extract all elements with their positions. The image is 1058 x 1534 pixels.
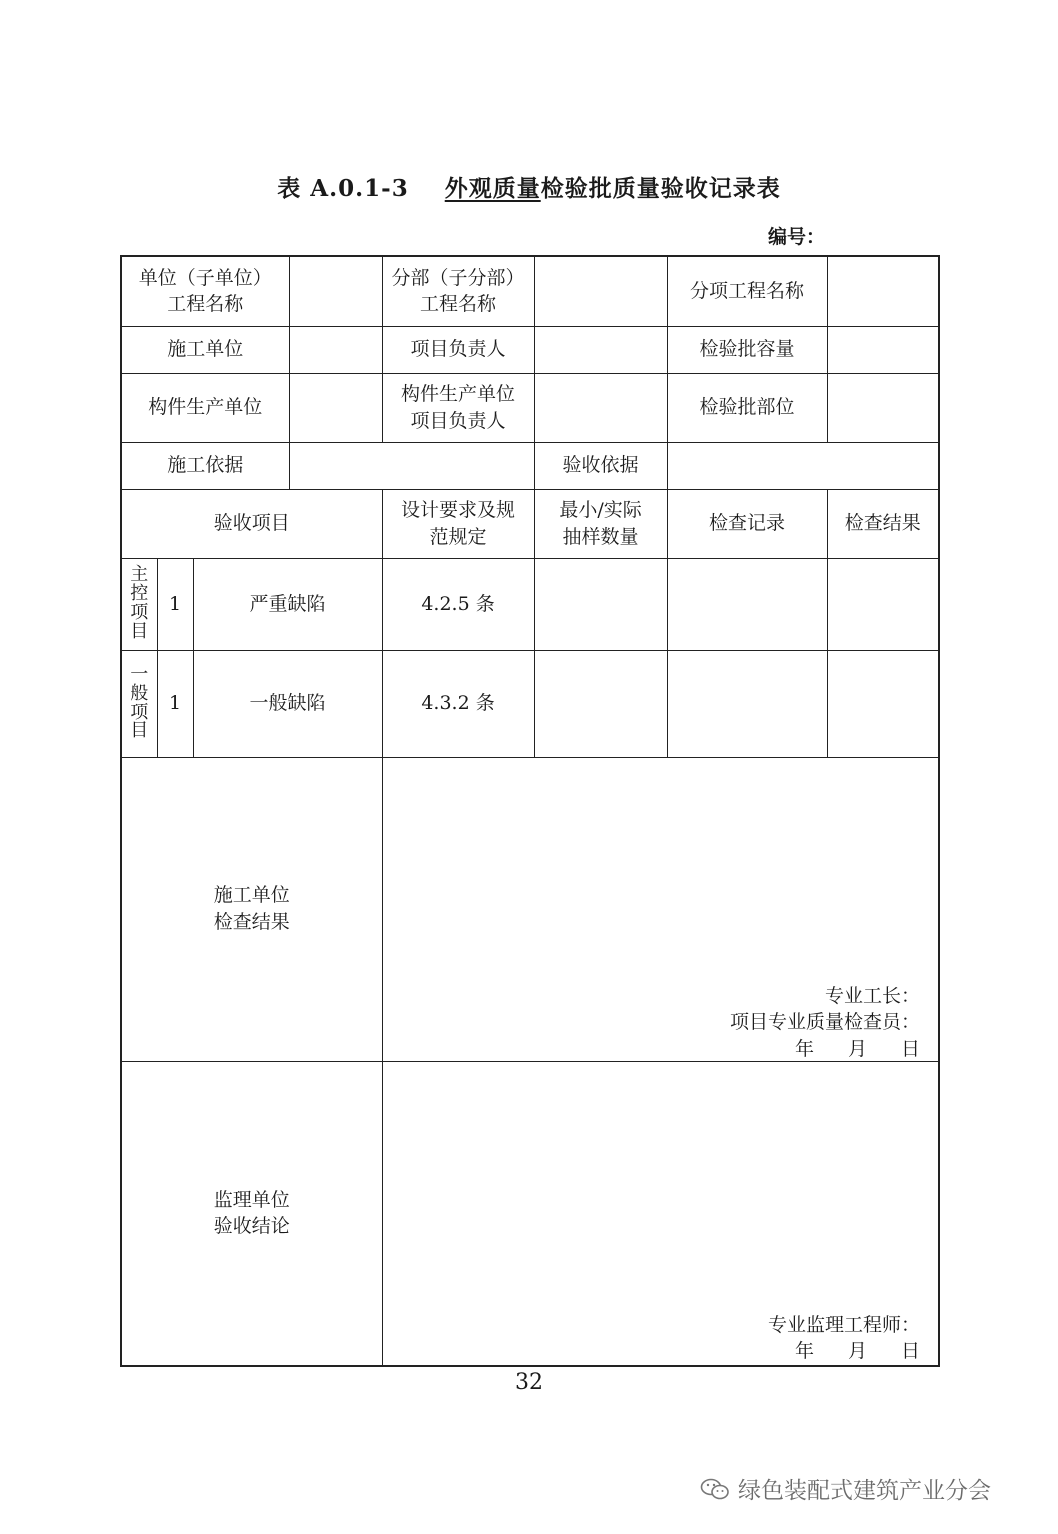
value-batch-location[interactable]: [827, 373, 939, 442]
group-main-control: 主 控 项 目: [121, 558, 157, 650]
value-batch-capacity[interactable]: [827, 326, 939, 373]
row-construction-unit: [121, 326, 939, 373]
item-number: 1: [157, 558, 193, 650]
header-inspection-record: 检查记录: [667, 489, 827, 558]
form-code: 表 A.0.1-3: [277, 175, 409, 202]
value-sub-item[interactable]: [827, 256, 939, 326]
signature-block-supervision: [768, 1312, 920, 1365]
label-batch-location: 检验批部位: [667, 373, 827, 442]
value-sample-quantity[interactable]: [534, 650, 667, 757]
date-row: 年 月 日: [794, 1037, 921, 1060]
construction-signature-area[interactable]: [382, 757, 939, 1061]
label-construction-unit: 施工单位: [121, 326, 289, 373]
form-title-underlined: 外观质量: [444, 175, 541, 202]
serial-number-label: 编号：: [768, 226, 826, 248]
label-supervision-conclusion: 监理单位 验收结论: [121, 1061, 382, 1366]
label-sub-item: 分项工程名称: [667, 256, 827, 326]
value-project-manager[interactable]: [534, 326, 667, 373]
item-clause: 4.3.2 条: [382, 650, 534, 757]
header-sample-quantity: 最小/实际 抽样数量: [534, 489, 667, 558]
value-unit-project[interactable]: [289, 256, 382, 326]
value-construction-basis[interactable]: [289, 442, 534, 489]
form-title: [0, 170, 1058, 203]
row-column-headers: [121, 489, 939, 558]
item-general-defect: 一般缺陷: [193, 650, 382, 757]
row-construction-check: [121, 757, 939, 1061]
supervising-engineer-label: 专业监理工程师：: [768, 1313, 921, 1336]
foreman-label: 专业工长：: [825, 984, 921, 1007]
quality-inspector-label: 项目专业质量检查员：: [730, 1011, 921, 1034]
value-component-producer[interactable]: [289, 373, 382, 442]
wechat-icon: [700, 1477, 730, 1501]
watermark: [700, 1472, 991, 1505]
label-construction-basis: 施工依据: [121, 442, 289, 489]
header-inspection-result: 检查结果: [827, 489, 939, 558]
item-serious-defect: 严重缺陷: [193, 558, 382, 650]
supervision-signature-area[interactable]: [382, 1061, 939, 1366]
label-project-manager: 项目负责人: [382, 326, 534, 373]
value-sample-quantity[interactable]: [534, 558, 667, 650]
row-basis: [121, 442, 939, 489]
label-sub-division: 分部（子分部） 工程名称: [382, 256, 534, 326]
row-component-producer: [121, 373, 939, 442]
value-acceptance-basis[interactable]: [667, 442, 939, 489]
value-inspection-record[interactable]: [667, 650, 827, 757]
header-acceptance-item: 验收项目: [121, 489, 382, 558]
row-main-control: [121, 558, 939, 650]
value-inspection-result[interactable]: [827, 650, 939, 757]
value-construction-unit[interactable]: [289, 326, 382, 373]
value-inspection-result[interactable]: [827, 558, 939, 650]
value-inspection-record[interactable]: [667, 558, 827, 650]
label-batch-capacity: 检验批容量: [667, 326, 827, 373]
label-acceptance-basis: 验收依据: [534, 442, 667, 489]
date-row: 年 月 日: [794, 1340, 921, 1363]
signature-block-construction: [730, 983, 920, 1062]
label-producer-manager: 构件生产单位 项目负责人: [382, 373, 534, 442]
form-title-rest: 检验批质量验收记录表: [540, 175, 781, 202]
header-design-requirement: 设计要求及规 范规定: [382, 489, 534, 558]
inspection-record-table: [120, 255, 940, 1367]
label-construction-check-result: 施工单位 检查结果: [121, 757, 382, 1061]
page-number: 32: [515, 1370, 543, 1395]
item-clause: 4.2.5 条: [382, 558, 534, 650]
row-project-name: [121, 256, 939, 326]
group-general: 一 般 项 目: [121, 650, 157, 757]
label-unit-project: 单位（子单位） 工程名称: [121, 256, 289, 326]
value-sub-division[interactable]: [534, 256, 667, 326]
item-number: 1: [157, 650, 193, 757]
value-producer-manager[interactable]: [534, 373, 667, 442]
row-supervision-conclusion: [121, 1061, 939, 1366]
watermark-text: 绿色装配式建筑产业分会: [738, 1478, 991, 1504]
row-general-item: [121, 650, 939, 757]
label-component-producer: 构件生产单位: [121, 373, 289, 442]
